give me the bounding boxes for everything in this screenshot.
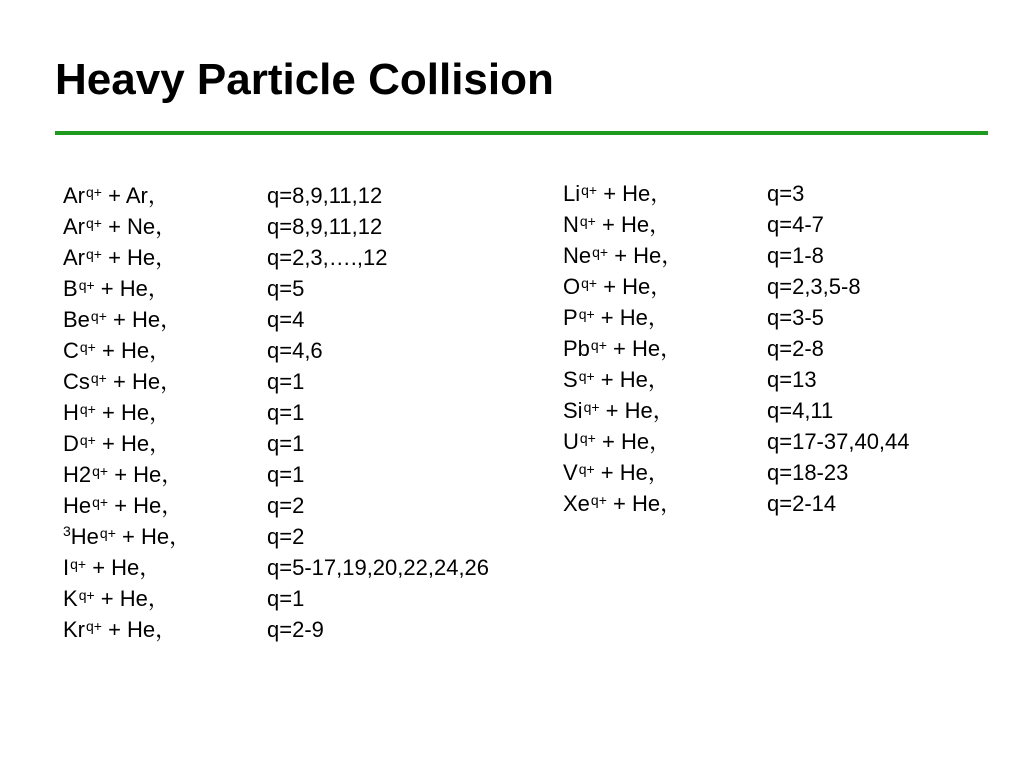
target-gas: He (111, 555, 140, 580)
charge-states: q=4,11 (767, 398, 834, 423)
target-gas: He (131, 369, 161, 394)
target-gas: Ne (127, 214, 156, 239)
plus-separator: + (94, 586, 120, 611)
projectile-ion: Li (563, 181, 581, 206)
projectile-ion: Si (563, 398, 583, 423)
charge-state-superscript: q+ (79, 401, 96, 417)
row-terminator: ， (652, 398, 675, 423)
collision-row (563, 364, 910, 395)
row-terminator: ， (660, 336, 683, 361)
plus-separator: + (115, 524, 141, 549)
plus-separator: + (594, 460, 620, 485)
projectile-ion: Xe (563, 491, 590, 516)
target-gas: He (140, 524, 170, 549)
charge-state-superscript: q+ (86, 246, 102, 262)
target-gas: He (120, 400, 150, 425)
charge-state-superscript: q+ (90, 308, 107, 324)
collision-row (63, 490, 489, 521)
collision-reaction (563, 333, 767, 364)
collision-row (63, 397, 489, 428)
charge-states: q=3 (767, 181, 805, 206)
collision-reaction (63, 459, 267, 490)
charge-states: q=8,9,11,12 (267, 214, 383, 239)
charge-states: q=2-14 (767, 491, 837, 516)
collision-row (63, 273, 489, 304)
collision-reaction (63, 242, 267, 273)
row-terminator: ， (147, 586, 170, 611)
collision-reaction (563, 364, 767, 395)
row-terminator: ， (649, 429, 672, 454)
charge-states: q=2-9 (267, 617, 324, 642)
collision-reaction (63, 211, 267, 242)
collision-reaction (63, 614, 267, 645)
projectile-ion: Ar (63, 245, 85, 270)
collision-row (563, 457, 910, 488)
charge-state-superscript: q+ (590, 492, 607, 508)
charge-state-superscript: q+ (79, 339, 96, 355)
charge-states: q=1-8 (767, 243, 824, 268)
collision-reaction (63, 521, 267, 552)
target-gas: He (133, 493, 162, 518)
row-terminator: ， (160, 369, 183, 394)
projectile-ion: K (63, 586, 78, 611)
row-terminator: ， (161, 462, 184, 487)
charge-states: q=17-37,40,44 (767, 429, 910, 454)
target-gas: He (622, 181, 651, 206)
charge-state-superscript: q+ (70, 556, 87, 572)
collision-reaction (563, 302, 767, 333)
target-gas: He (631, 491, 661, 516)
collision-reaction (63, 180, 267, 211)
charge-states: q=2-8 (767, 336, 824, 361)
charge-state-superscript: q+ (581, 182, 598, 198)
plus-separator: + (106, 307, 132, 332)
plus-separator: + (608, 243, 634, 268)
charge-state-superscript: q+ (578, 368, 595, 384)
charge-state-superscript: q+ (78, 587, 95, 603)
collision-reaction (63, 397, 267, 428)
collision-row (63, 180, 489, 211)
target-gas: He (631, 336, 661, 361)
target-gas: He (127, 617, 156, 642)
projectile-ion: H2 (63, 462, 92, 487)
projectile-ion: B (63, 276, 78, 301)
projectile-ion: Be (63, 307, 90, 332)
collision-reaction (563, 209, 767, 240)
charge-states: q=18-23 (767, 460, 849, 485)
plus-separator: + (108, 462, 134, 487)
plus-separator: + (101, 214, 128, 239)
plus-separator: + (95, 400, 121, 425)
target-gas: He (622, 274, 651, 299)
charge-state-superscript: q+ (78, 277, 95, 293)
target-gas: He (120, 431, 150, 456)
collision-reaction (63, 583, 267, 614)
plus-separator: + (101, 617, 128, 642)
isotope-mass-number: 3 (63, 523, 71, 539)
row-terminator: ， (647, 367, 670, 392)
collision-reaction (63, 428, 267, 459)
charge-states: q=2,3,….,12 (267, 245, 388, 270)
row-terminator: ， (149, 338, 172, 363)
target-gas: He (619, 367, 648, 392)
row-terminator: ， (160, 307, 183, 332)
collision-row (563, 333, 910, 364)
target-gas: He (120, 338, 150, 363)
projectile-ion: O (563, 274, 581, 299)
charge-state-superscript: q+ (581, 275, 598, 291)
projectile-ion: H (63, 400, 79, 425)
charge-states: q=8,9,11,12 (267, 183, 383, 208)
row-terminator: ， (155, 214, 178, 239)
projectile-ion: U (563, 429, 579, 454)
collision-row (563, 209, 910, 240)
charge-state-superscript: q+ (592, 244, 609, 260)
collision-list-right (563, 178, 910, 519)
collision-row (63, 459, 489, 490)
plus-separator: + (597, 181, 623, 206)
collision-row (63, 614, 489, 645)
projectile-ion: C (63, 338, 79, 363)
row-terminator: ， (649, 212, 672, 237)
projectile-ion: D (63, 431, 79, 456)
projectile-ion: Ar (63, 214, 85, 239)
charge-state-superscript: q+ (99, 525, 116, 541)
plus-separator: + (594, 367, 620, 392)
charge-state-superscript: q+ (79, 432, 96, 448)
row-terminator: ， (155, 245, 178, 270)
plus-separator: + (599, 398, 625, 423)
row-terminator: ， (149, 431, 172, 456)
plus-separator: + (606, 491, 632, 516)
plus-separator: + (606, 336, 632, 361)
charge-state-superscript: q+ (92, 494, 109, 510)
target-gas: He (619, 305, 648, 330)
projectile-ion: N (563, 212, 579, 237)
charge-states: q=1 (267, 400, 305, 425)
collision-row (63, 366, 489, 397)
projectile-ion: Ne (563, 243, 592, 268)
charge-states: q=1 (267, 586, 305, 611)
target-gas: Ar (125, 183, 148, 208)
title-underline (55, 131, 988, 135)
row-terminator: ， (647, 460, 670, 485)
projectile-ion: He (63, 493, 92, 518)
collision-row (563, 271, 910, 302)
collision-row (63, 304, 489, 335)
collision-row (563, 240, 910, 271)
projectile-ion: S (563, 367, 578, 392)
projectile-ion: P (563, 305, 578, 330)
collision-row (563, 302, 910, 333)
collision-row (563, 178, 910, 209)
plus-separator: + (95, 431, 121, 456)
charge-state-superscript: q+ (86, 618, 102, 634)
projectile-ion: Cs (63, 369, 90, 394)
collision-row (563, 395, 910, 426)
plus-separator: + (594, 305, 620, 330)
target-gas: He (133, 462, 162, 487)
target-gas: He (619, 460, 648, 485)
collision-reaction (563, 457, 767, 488)
plus-separator: + (595, 429, 621, 454)
collision-row (63, 552, 489, 583)
charge-states: q=2 (267, 493, 305, 518)
charge-states: q=4,6 (267, 338, 323, 363)
row-terminator: ， (161, 493, 184, 518)
slide-title: Heavy Particle Collision (55, 55, 554, 104)
charge-state-superscript: q+ (590, 337, 607, 353)
charge-state-superscript: q+ (92, 463, 109, 479)
target-gas: He (119, 586, 148, 611)
row-terminator: ， (650, 274, 673, 299)
row-terminator: ， (147, 183, 170, 208)
collision-reaction (63, 490, 267, 521)
plus-separator: + (101, 183, 126, 208)
projectile-ion: He (70, 524, 99, 549)
plus-separator: + (597, 274, 623, 299)
collision-row (563, 488, 910, 519)
row-terminator: ， (660, 491, 683, 516)
charge-states: q=3-5 (767, 305, 824, 330)
target-gas: He (127, 245, 156, 270)
target-gas: He (131, 307, 161, 332)
projectile-ion: V (563, 460, 578, 485)
collision-reaction (63, 335, 267, 366)
charge-state-superscript: q+ (578, 306, 595, 322)
collision-reaction (63, 273, 267, 304)
charge-state-superscript: q+ (86, 215, 102, 231)
plus-separator: + (101, 245, 128, 270)
plus-separator: + (108, 493, 134, 518)
collision-row (63, 583, 489, 614)
collision-reaction (63, 366, 267, 397)
row-terminator: ， (149, 400, 172, 425)
collision-reaction (563, 178, 767, 209)
plus-separator: + (106, 369, 132, 394)
charge-states: q=13 (767, 367, 817, 392)
collision-reaction (563, 395, 767, 426)
projectile-ion: Ar (63, 183, 85, 208)
projectile-ion: Kr (63, 617, 85, 642)
row-terminator: ， (661, 243, 684, 268)
target-gas: He (620, 212, 650, 237)
projectile-ion: I (63, 555, 70, 580)
collision-list-left (63, 180, 489, 645)
row-terminator: ， (155, 617, 178, 642)
plus-separator: + (94, 276, 120, 301)
target-gas: He (633, 243, 662, 268)
row-terminator: ， (169, 524, 192, 549)
row-terminator: ， (139, 555, 162, 580)
projectile-ion: Pb (563, 336, 590, 361)
plus-separator: + (95, 338, 121, 363)
collision-row (63, 242, 489, 273)
charge-states: q=5-17,19,20,22,24,26 (267, 555, 490, 580)
charge-state-superscript: q+ (579, 430, 596, 446)
collision-reaction (63, 304, 267, 335)
collision-row (63, 335, 489, 366)
collision-reaction (63, 552, 267, 583)
charge-states: q=4 (267, 307, 305, 332)
target-gas: He (620, 429, 650, 454)
collision-reaction (563, 271, 767, 302)
target-gas: He (624, 398, 653, 423)
row-terminator: ， (147, 276, 170, 301)
row-terminator: ， (647, 305, 670, 330)
target-gas: He (119, 276, 148, 301)
collision-reaction (563, 426, 767, 457)
charge-state-superscript: q+ (578, 461, 595, 477)
charge-states: q=1 (267, 462, 305, 487)
charge-state-superscript: q+ (90, 370, 107, 386)
collision-row (63, 521, 489, 552)
collision-reaction (563, 488, 767, 519)
plus-separator: + (595, 212, 621, 237)
collision-row (63, 211, 489, 242)
collision-row (63, 428, 489, 459)
charge-states: q=4-7 (767, 212, 824, 237)
charge-states: q=2,3,5-8 (767, 274, 861, 299)
collision-reaction (563, 240, 767, 271)
charge-state-superscript: q+ (86, 184, 102, 200)
charge-state-superscript: q+ (579, 213, 596, 229)
charge-states: q=1 (267, 431, 305, 456)
collision-row (563, 426, 910, 457)
row-terminator: ， (650, 181, 673, 206)
charge-states: q=1 (267, 369, 305, 394)
plus-separator: + (86, 555, 112, 580)
charge-state-superscript: q+ (583, 399, 600, 415)
charge-states: q=5 (267, 276, 305, 301)
charge-states: q=2 (267, 524, 305, 549)
